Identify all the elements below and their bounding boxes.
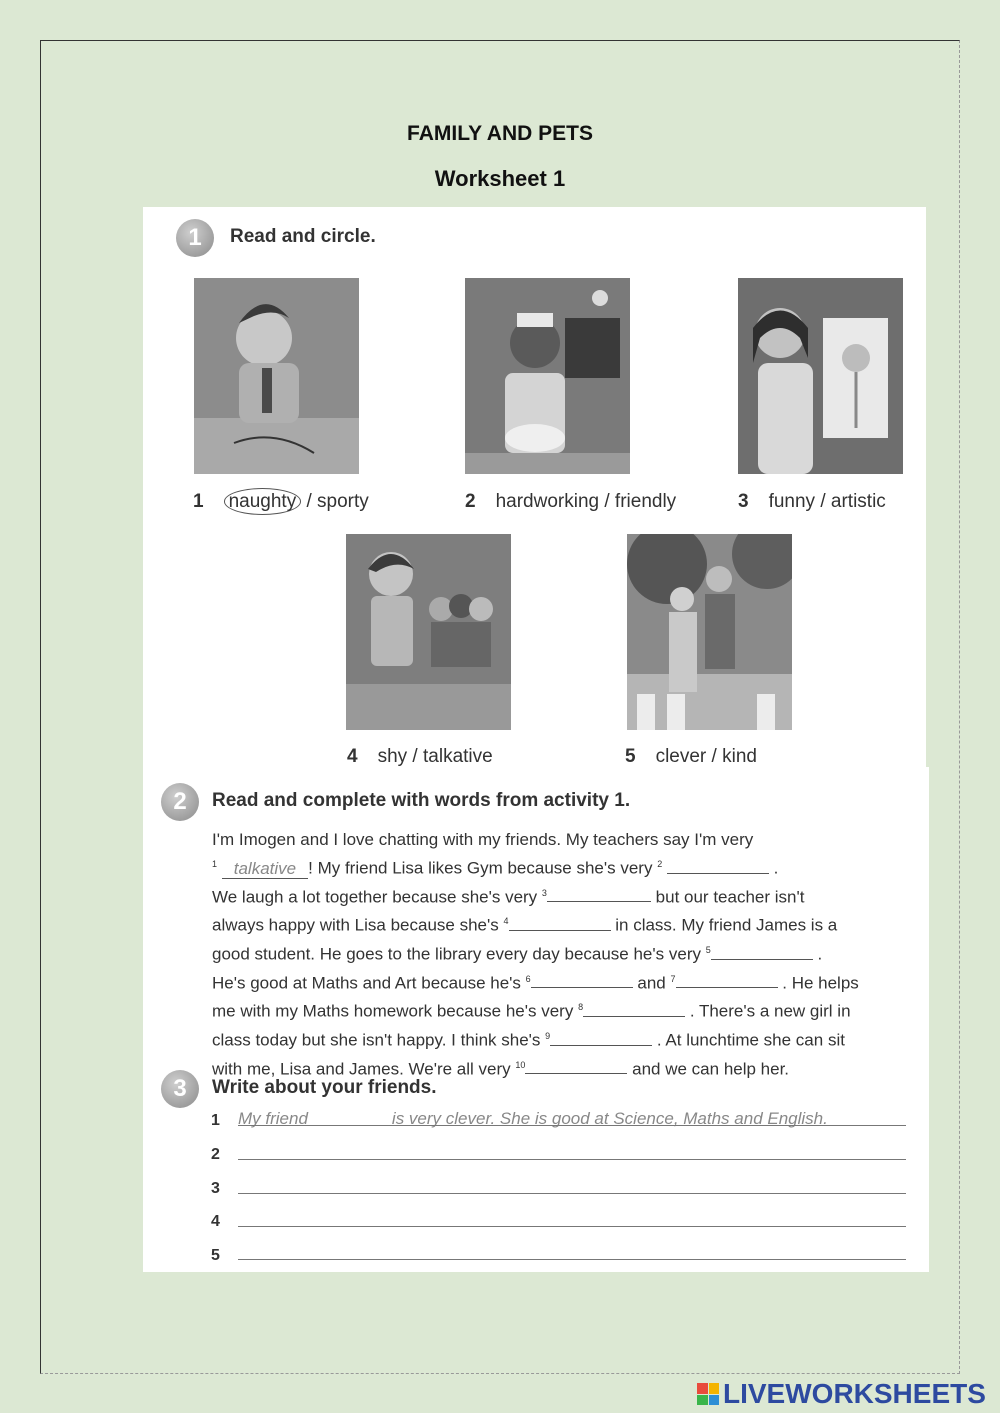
activity-3-badge: 3 xyxy=(161,1070,199,1108)
activity-1-heading: Read and circle. xyxy=(230,226,376,247)
item-5-number: 5 xyxy=(625,746,636,767)
page-title: FAMILY AND PETS xyxy=(407,122,593,145)
write-line-2-number: 2 xyxy=(211,1146,220,1163)
blank-9[interactable] xyxy=(550,1031,652,1046)
item-4-option-shy[interactable]: shy xyxy=(377,746,408,767)
picture-nurse xyxy=(465,278,630,474)
activity-1-card xyxy=(143,207,926,767)
write-line-5[interactable] xyxy=(238,1259,906,1260)
example-part-2: is very clever. She is good at Science, Maths and English. xyxy=(391,1109,828,1128)
para-line-4: always happy with Lisa because she's $^4$ in class. My friend James is a xyxy=(212,915,838,935)
blank-1-filled[interactable]: talkative xyxy=(222,859,308,879)
write-line-1-number: 1 xyxy=(211,1112,220,1129)
para-line-2: $^1$ talkative ! My friend Lisa likes Gym because she's very $^2$ . xyxy=(212,858,779,878)
write-line-5-number: 5 xyxy=(211,1247,220,1264)
example-part-1: My friend xyxy=(238,1109,308,1128)
item-5-option-kind[interactable]: kind xyxy=(722,746,757,767)
logo-text: LIVEWORKSHEETS xyxy=(723,1378,986,1409)
item-1-option-sporty[interactable]: sporty xyxy=(317,491,369,512)
activity-2-heading: Read and complete with words from activity 1. xyxy=(212,790,631,811)
item-2-separator: / xyxy=(599,491,615,512)
write-line-1-example xyxy=(238,1109,828,1129)
item-1-options xyxy=(193,491,369,513)
blank-2[interactable] xyxy=(667,859,769,874)
para-line-9: with me, Lisa and James. We're all very $^{10}$ and we can help her. xyxy=(212,1059,790,1079)
picture-shy-boy xyxy=(346,534,511,730)
para-line-1: I'm Imogen and I love chatting with my friends. My teachers say I'm very xyxy=(212,830,754,849)
item-3-option-funny[interactable]: funny xyxy=(768,491,816,512)
item-2-number: 2 xyxy=(465,491,476,512)
page-subtitle: Worksheet 1 xyxy=(434,166,566,191)
blank-6[interactable] xyxy=(531,973,633,988)
picture-girl-helping-elderly xyxy=(627,534,792,730)
activity-1-badge: 1 xyxy=(176,219,214,257)
item-4-number: 4 xyxy=(347,746,358,767)
para-line-8: class today but she isn't happy. I think she's $^9$ . At lunchtime she can sit xyxy=(212,1030,845,1050)
blank-8[interactable] xyxy=(583,1002,685,1017)
item-4-separator: / xyxy=(407,746,423,767)
activity-2-3-card xyxy=(143,767,929,1272)
blank-4[interactable] xyxy=(509,916,611,931)
blank-5[interactable] xyxy=(711,945,813,960)
item-1-separator: / xyxy=(301,491,318,512)
item-3-separator: / xyxy=(815,491,831,512)
item-5-option-clever[interactable]: clever xyxy=(655,746,707,767)
write-line-4[interactable] xyxy=(238,1226,906,1227)
item-1-option-naughty-circled[interactable]: naughty xyxy=(224,488,302,515)
para-line-7: me with my Maths homework because he's very $^8$ . There's a new girl in xyxy=(212,1001,851,1021)
write-line-3-number: 3 xyxy=(211,1180,220,1197)
para-line-3: We laugh a lot together because she's very $^3$ but our teacher isn't xyxy=(212,887,805,907)
item-2-option-hardworking[interactable]: hardworking xyxy=(495,491,600,512)
item-2-option-friendly[interactable]: friendly xyxy=(614,491,677,512)
item-4-options xyxy=(347,746,493,768)
write-line-2[interactable] xyxy=(238,1159,906,1160)
blank-3[interactable] xyxy=(547,887,651,902)
item-3-options xyxy=(738,491,886,513)
picture-boy-drawing xyxy=(194,278,359,474)
blank-7[interactable] xyxy=(676,973,778,988)
item-2-options xyxy=(465,491,676,513)
activity-2-paragraph xyxy=(212,827,922,1081)
item-5-options xyxy=(625,746,757,768)
item-4-option-talkative[interactable]: talkative xyxy=(423,746,493,767)
para-line-6: He's good at Maths and Art because he's $^6$ and $^7$ . He helps xyxy=(212,973,859,993)
item-5-separator: / xyxy=(706,746,723,767)
activity-3-heading: Write about your friends. xyxy=(212,1077,437,1098)
item-3-number: 3 xyxy=(738,491,749,512)
write-line-4-number: 4 xyxy=(211,1213,220,1230)
picture-girl-painting xyxy=(738,278,903,474)
write-line-1[interactable] xyxy=(238,1125,906,1126)
blank-10[interactable] xyxy=(525,1059,627,1074)
write-line-3[interactable] xyxy=(238,1193,906,1194)
item-1-number: 1 xyxy=(193,491,204,512)
activity-2-badge: 2 xyxy=(161,783,199,821)
liveworksheets-logo xyxy=(697,1377,986,1411)
logo-mark-icon xyxy=(697,1383,719,1405)
item-3-option-artistic[interactable]: artistic xyxy=(830,491,886,512)
para-line-5: good student. He goes to the library every day because he's very $^5$ . xyxy=(212,944,823,964)
